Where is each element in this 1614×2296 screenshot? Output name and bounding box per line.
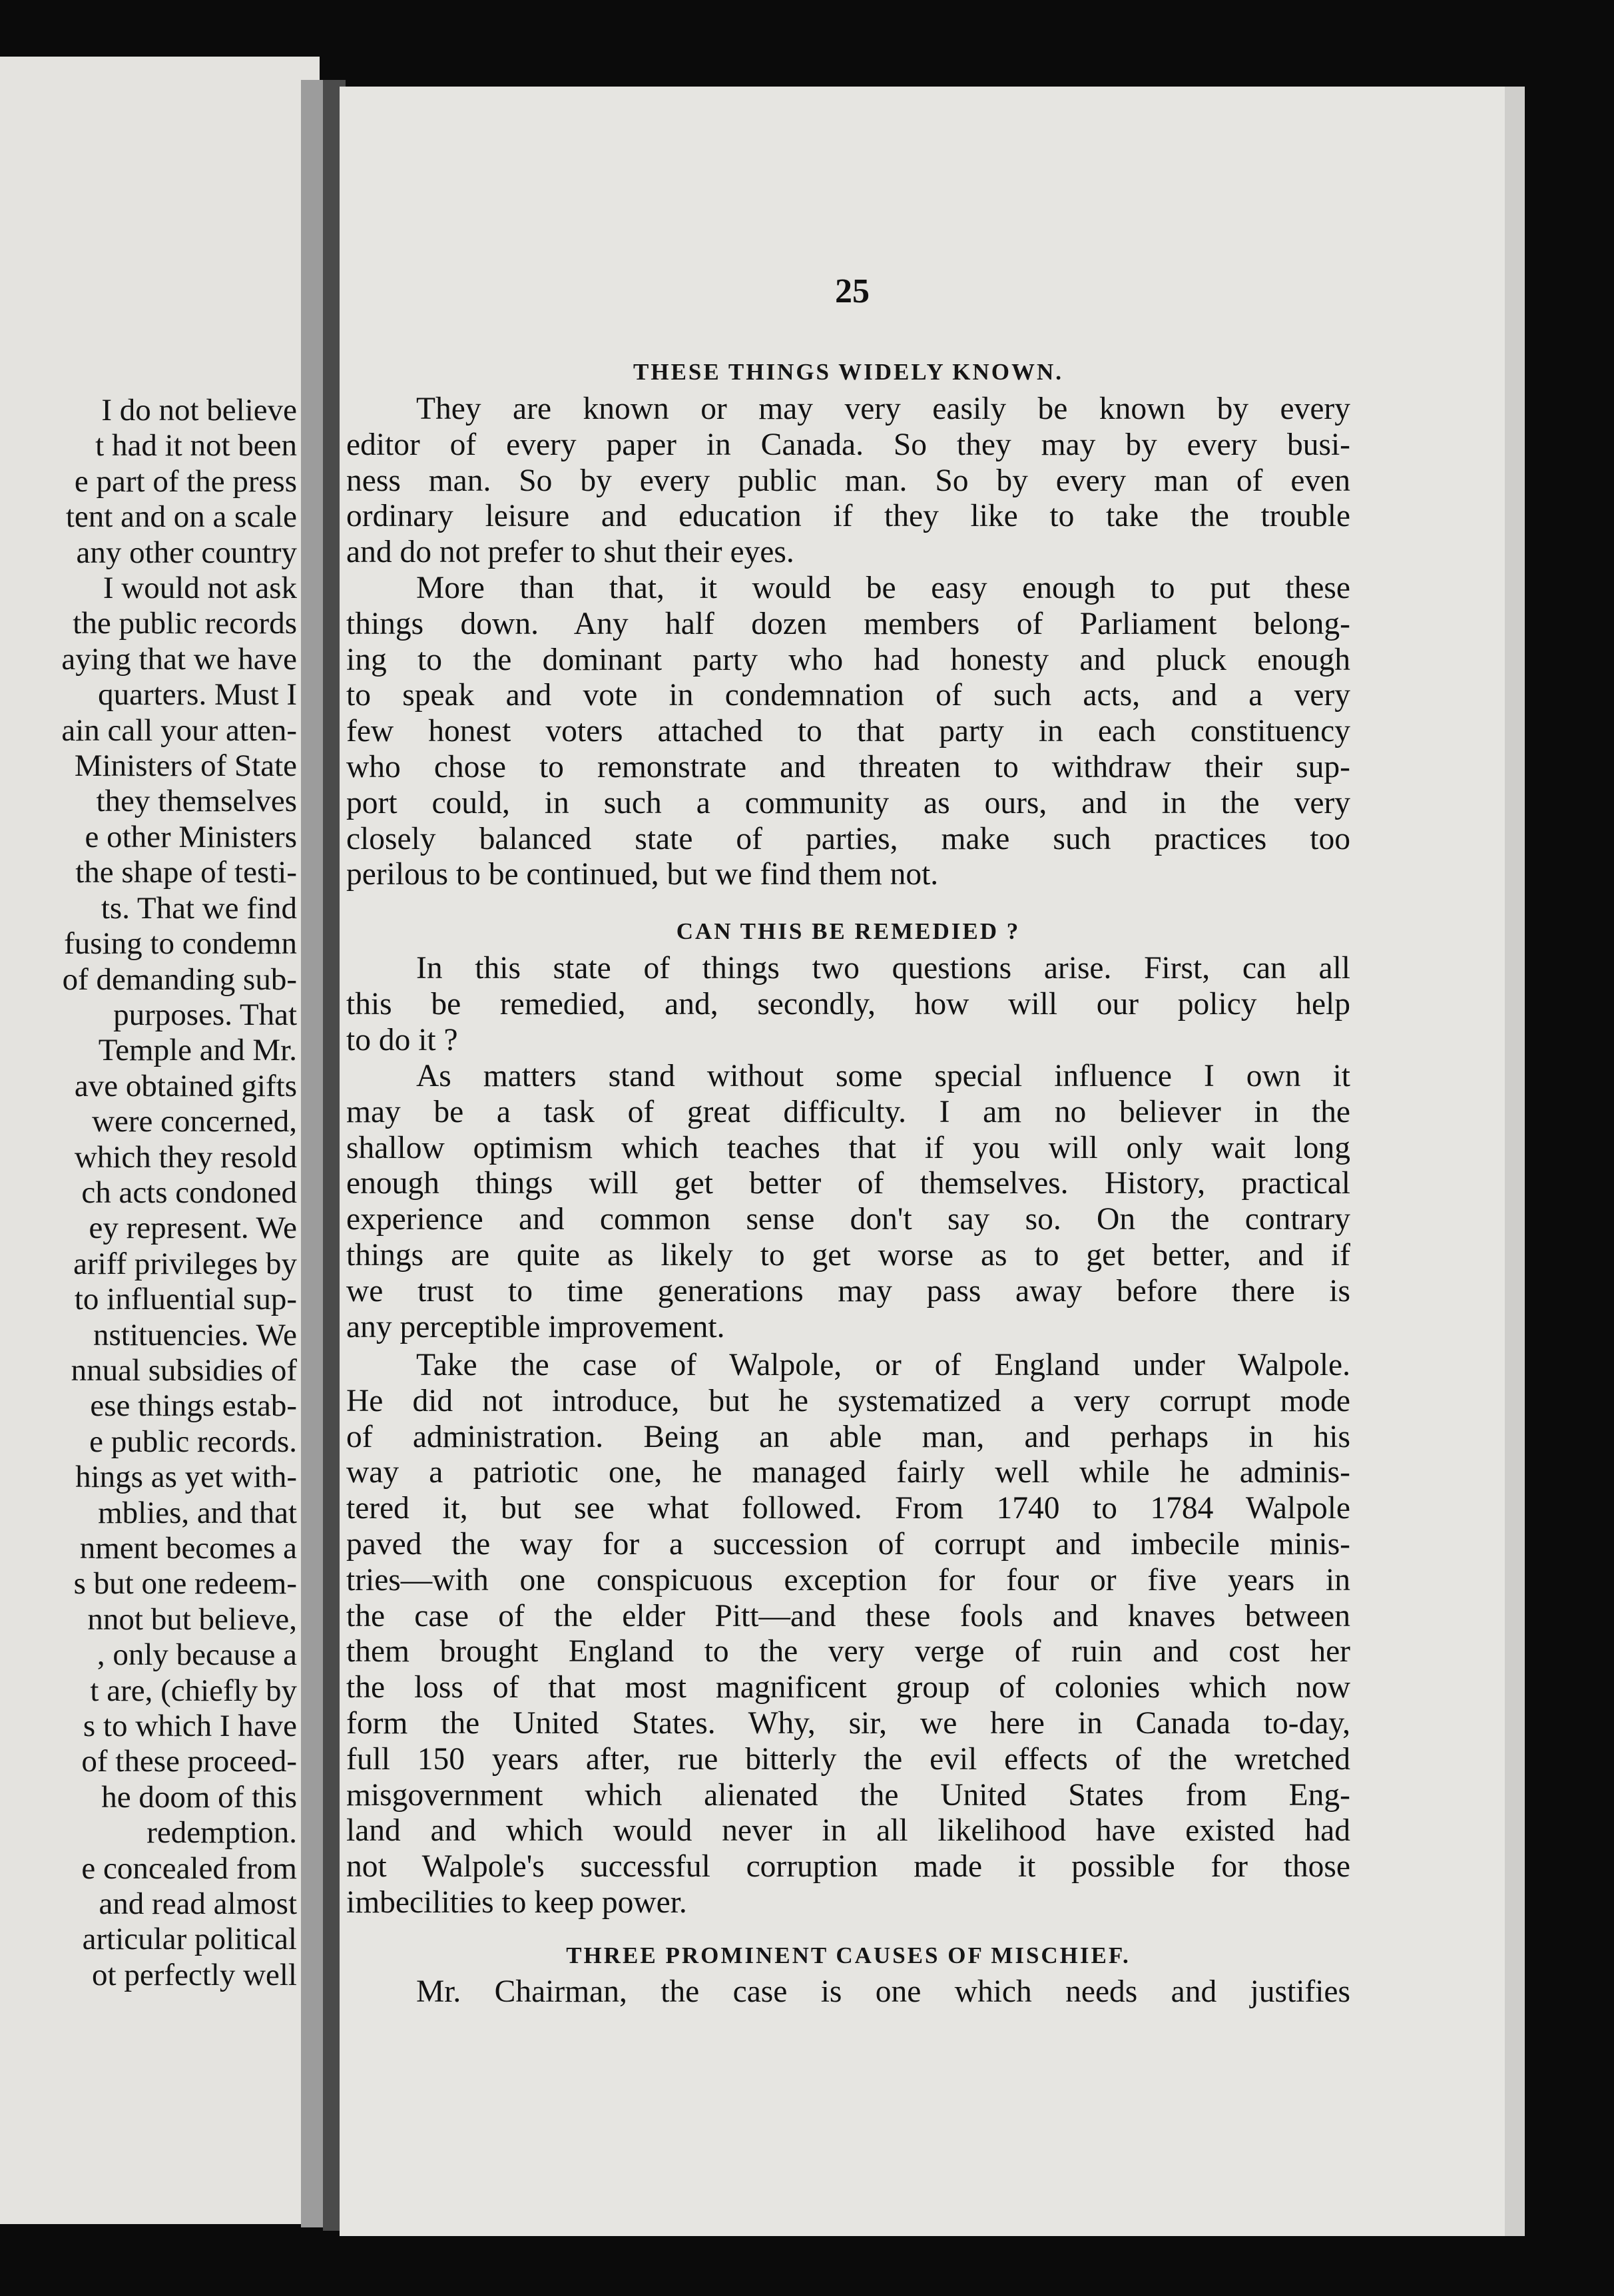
- left-page-line: nnot but believe,: [87, 1601, 297, 1637]
- left-page-line: t are, (chiefly by: [90, 1673, 297, 1708]
- text-line: land and which would never in all likelihood have existed had: [346, 1813, 1350, 1849]
- text-line: tered it, but see what followed. From 1740 to 1784 Walpole: [346, 1491, 1350, 1526]
- text-line: ing to the dominant party who had honesty and pluck enough: [346, 642, 1350, 677]
- left-page-line: e part of the press: [74, 463, 297, 499]
- paragraph-1: [346, 392, 1350, 571]
- left-page-line: , only because a: [97, 1637, 297, 1673]
- text-line: perilous to be continued, but we find them not.: [346, 857, 939, 892]
- left-page-line: ey represent. We: [89, 1211, 297, 1246]
- left-page-line: ave obtained gifts: [74, 1068, 297, 1103]
- text-line: not Walpole's successful corruption made it possible for those: [346, 1849, 1350, 1884]
- text-line: things down. Any half dozen members of Parliament belong-: [346, 606, 1350, 641]
- left-page-line: to influential sup-: [74, 1282, 297, 1317]
- left-page-line: aying that we have: [61, 641, 297, 677]
- left-page-line: they themselves: [96, 784, 297, 819]
- text-line: editor of every paper in Canada. So they may by every busi-: [346, 427, 1350, 462]
- text-line: of administration. Being an able man, and perhaps in his: [346, 1419, 1350, 1454]
- right-page-edge: [1505, 87, 1525, 2236]
- left-page-line: and read almost: [99, 1886, 297, 1922]
- text-line: They are known or may very easily be known by every: [416, 392, 1350, 426]
- text-line: few honest voters attached to that party in each constituency: [346, 714, 1350, 749]
- text-line: the case of the elder Pitt—and these fools and knaves between: [346, 1598, 1350, 1633]
- paragraph-2: [346, 571, 1350, 893]
- text-line: ordinary leisure and education if they like to take the trouble: [346, 499, 1350, 534]
- left-page-line: Ministers of State: [74, 748, 297, 784]
- left-page-line: quarters. Must I: [98, 677, 297, 713]
- left-page-line: articular political: [82, 1922, 297, 1957]
- left-page-line: nment becomes a: [79, 1531, 297, 1566]
- text-line: As matters stand without some special influence I own it: [416, 1059, 1350, 1093]
- left-page-line: hings as yet with-: [75, 1460, 297, 1495]
- text-line: to speak and vote in condemnation of such acts, and a very: [346, 678, 1350, 713]
- section-heading-causes: THREE PROMINENT CAUSES OF MISCHIEF.: [566, 1942, 1131, 1968]
- text-line: tries—with one conspicuous exception for four or five years in: [346, 1562, 1350, 1597]
- left-page-line: of these proceed-: [81, 1744, 297, 1779]
- text-line: enough things will get better of themselves. History, practical: [346, 1166, 1350, 1201]
- left-page-line: which they resold: [74, 1139, 297, 1175]
- paragraph-4: [346, 1059, 1350, 1345]
- left-page-line: ch acts condoned: [81, 1175, 297, 1210]
- left-page-line: nstituencies. We: [93, 1317, 297, 1352]
- text-line: full 150 years after, rue bitterly the evil effects of the wretched: [346, 1741, 1350, 1777]
- text-line: shallow optimism which teaches that if you will only wait long: [346, 1130, 1350, 1165]
- left-page-line: of demanding sub-: [62, 962, 297, 997]
- left-page-line: nnual subsidies of: [71, 1352, 297, 1388]
- left-page-line: the public records: [73, 606, 297, 641]
- left-page-line: tent and on a scale: [65, 499, 297, 535]
- left-page-line: ariff privileges by: [73, 1246, 297, 1281]
- left-page-line: redemption.: [146, 1815, 297, 1851]
- text-line: to do it ?: [346, 1022, 458, 1057]
- left-page-line: the shape of testi-: [75, 855, 297, 890]
- text-line: imbecilities to keep power.: [346, 1884, 687, 1920]
- left-page: [0, 57, 320, 2224]
- text-line: them brought England to the very verge of ruin and cost her: [346, 1634, 1350, 1669]
- left-page-line: any other country: [76, 535, 297, 570]
- text-line: may be a task of great difficulty. I am no believer in the: [346, 1094, 1350, 1129]
- left-page-line: s to which I have: [83, 1709, 297, 1744]
- text-line: port could, in such a community as ours, and in the very: [346, 785, 1350, 820]
- text-line: Mr. Chairman, the case is one which needs and justifies: [416, 1974, 1350, 2009]
- text-line: experience and common sense don't say so. On the contrary: [346, 1202, 1350, 1237]
- left-page-line: s but one redeem-: [73, 1566, 297, 1601]
- text-line: closely balanced state of parties, make such practices too: [346, 821, 1350, 856]
- paragraph-6: [346, 1974, 1350, 2010]
- text-line: form the United States. Why, sir, we here in Canada to-day,: [346, 1705, 1350, 1741]
- left-page-line: e other Ministers: [85, 819, 297, 854]
- paragraph-5: [346, 1348, 1350, 1921]
- left-page-line: ts. That we find: [101, 890, 297, 926]
- text-line: and do not prefer to shut their eyes.: [346, 535, 794, 570]
- paragraph-3: [346, 951, 1350, 1058]
- text-line: any perceptible improvement.: [346, 1309, 725, 1344]
- text-line: misgovernment which alienated the United States from Eng-: [346, 1777, 1350, 1813]
- left-page-line: purposes. That: [113, 997, 297, 1032]
- left-page-line: Temple and Mr.: [98, 1033, 297, 1068]
- page-number: 25: [835, 272, 870, 310]
- section-heading-widely-known: THESE THINGS WIDELY KNOWN.: [633, 359, 1063, 385]
- left-page-text: [0, 393, 297, 1993]
- text-line: the loss of that most magnificent group of colonies which now: [346, 1670, 1350, 1705]
- text-line: In this state of things two questions arise. First, can all: [416, 951, 1350, 986]
- text-line: this be remedied, and, secondly, how will our policy help: [346, 986, 1350, 1021]
- text-line: things are quite as likely to get worse as to get better, and if: [346, 1237, 1350, 1273]
- text-line: paved the way for a succession of corrupt and imbecile minis-: [346, 1526, 1350, 1562]
- left-page-line: I would not ask: [103, 571, 297, 606]
- text-line: Take the case of Walpole, or of England under Walpole.: [416, 1348, 1350, 1382]
- left-page-line: t had it not been: [95, 428, 297, 463]
- left-page-line: ain call your atten-: [61, 713, 297, 748]
- text-line: ness man. So by every public man. So by every man of even: [346, 463, 1350, 498]
- left-page-line: fusing to condemn: [64, 926, 297, 962]
- left-page-line: I do not believe: [101, 393, 297, 428]
- section-heading-remedied: CAN THIS BE REMEDIED ?: [676, 918, 1021, 944]
- text-line: He did not introduce, but he systematized a very corrupt mode: [346, 1383, 1350, 1418]
- left-page-line: mblies, and that: [98, 1495, 297, 1530]
- left-page-line: ot perfectly well: [92, 1957, 297, 1992]
- left-page-line: ese things estab-: [90, 1388, 297, 1424]
- left-page-line: were concerned,: [92, 1104, 297, 1139]
- text-line: we trust to time generations may pass away before there is: [346, 1273, 1350, 1308]
- text-line: More than that, it would be easy enough to put these: [416, 571, 1350, 605]
- text-line: who chose to remonstrate and threaten to withdraw their sup-: [346, 749, 1350, 784]
- text-line: way a patriotic one, he managed fairly well while he adminis-: [346, 1455, 1350, 1490]
- left-page-line: he doom of this: [101, 1779, 297, 1815]
- left-page-line: e concealed from: [81, 1851, 297, 1886]
- left-page-line: e public records.: [89, 1424, 297, 1459]
